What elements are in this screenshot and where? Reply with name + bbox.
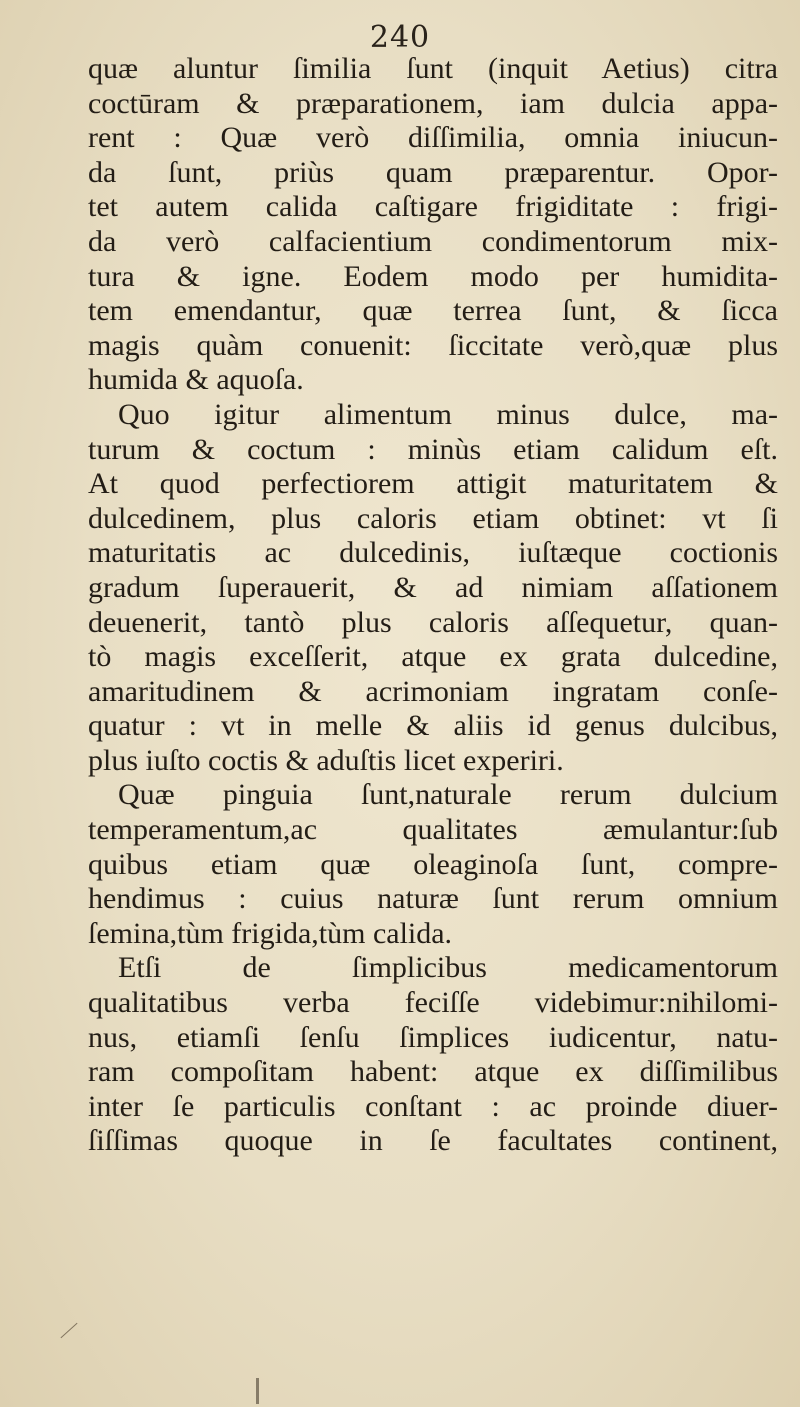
text-line: ſiſſimas quoque in ſe facultates continent, [88, 1124, 778, 1158]
text-line: At quod perfectiorem attigit maturitatem & [88, 467, 778, 501]
text-line: Etſi de ſimplicibus medicamentorum [118, 951, 778, 985]
text-line: deuenerit, tantò plus caloris aſſequetur, quan- [88, 605, 778, 639]
text-line: Quo igitur alimentum minus dulce, ma- [118, 397, 778, 431]
text-line: maturitatis ac dulcedinis, iuſtæque coctionis [88, 536, 778, 570]
text-line: humida & aquoſa. [88, 363, 304, 397]
text-line: dulcedinem, plus caloris etiam obtinet: vt ſi [88, 501, 778, 535]
text-line: quibus etiam quæ oleaginoſa ſunt, compre- [88, 847, 778, 881]
text-line: ram compoſitam habent: atque ex diſſimilibus [88, 1055, 778, 1089]
body-text [88, 52, 778, 1159]
text-line: magis quàm conuenit: ſiccitate verò,quæ plus [88, 328, 778, 362]
ink-mark [60, 1323, 77, 1338]
page-number: 240 [369, 20, 431, 55]
text-line: amaritudinem & acrimoniam ingratam conſe- [88, 674, 778, 708]
ink-mark [256, 1378, 259, 1404]
text-line: tò magis exceſſerit, atque ex grata dulcedine, [88, 640, 778, 674]
text-line: rent : Quæ verò diſſimilia, omnia iniucun- [88, 121, 778, 155]
text-line: ſemina,tùm frigida,tùm calida. [88, 916, 453, 950]
text-line: da ſunt, priùs quam præparentur. Opor- [88, 155, 778, 189]
text-line: da verò calfacientium condimentorum mix- [88, 224, 778, 258]
text-line: plus iuſto coctis & aduſtis licet experiri. [88, 743, 564, 777]
text-line: temperamentum,ac qualitates æmulantur:ſub [88, 813, 778, 847]
text-line: turum & coctum : minùs etiam calidum eſt. [88, 432, 778, 466]
text-line: quatur : vt in melle & aliis id genus dulcibus, [88, 709, 778, 743]
text-line: gradum ſuperauerit, & ad nimiam aſſationem [88, 570, 778, 604]
text-line: inter ſe particulis conſtant : ac proinde diuer- [88, 1089, 778, 1123]
text-line: quæ aluntur ſimilia ſunt (inquit Aetius) citra [88, 52, 778, 85]
text-line: coctūram & præparationem, iam dulcia appa- [88, 86, 778, 120]
text-line: tura & igne. Eodem modo per humidita- [88, 259, 778, 293]
text-line: nus, etiamſi ſenſu ſimplices iudicentur, natu- [88, 1020, 778, 1054]
text-line: tet autem calida caſtigare frigiditate : frigi- [88, 190, 778, 224]
text-line: hendimus : cuius naturæ ſunt rerum omnium [88, 882, 778, 916]
text-line: qualitatibus verba feciſſe videbimur:nihilomi- [88, 986, 778, 1020]
text-line: Quæ pinguia ſunt,naturale rerum dulcium [118, 778, 778, 812]
text-line: tem emendantur, quæ terrea ſunt, & ſicca [88, 294, 778, 328]
